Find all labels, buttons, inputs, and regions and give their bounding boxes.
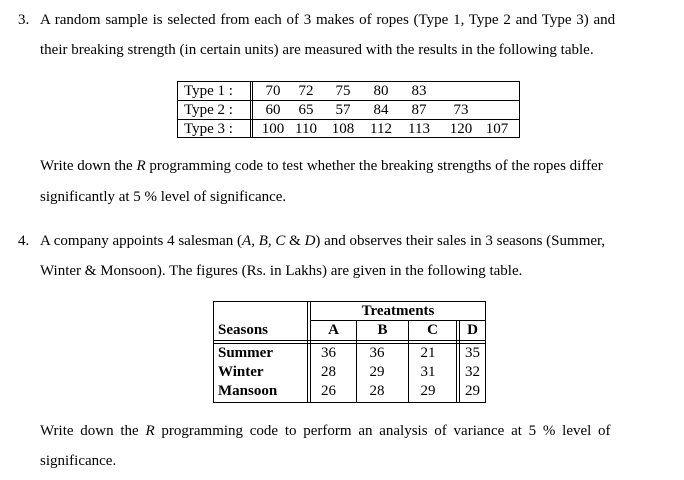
table-cell: 28 [321,364,336,380]
table-row [178,101,519,119]
r-symbol: R [145,423,155,439]
table-row [178,82,519,100]
q4-number: 4. [18,233,30,249]
table-cell: 65 [298,102,314,118]
math-text: D [304,233,316,249]
text: Write down the [40,423,146,439]
table-cell: 29 [465,383,480,399]
row-label: Type 3 : [184,121,233,137]
table-cell: 84 [373,102,389,118]
table-cell: 113 [408,121,430,137]
table-cell: 120 [449,121,473,137]
text: & [285,233,305,249]
table-cell: 70 [265,83,281,99]
row-divider [214,340,485,341]
text: A company appoints 4 salesman ( [40,233,243,249]
column-divider [307,302,308,402]
table-cell: 36 [369,345,385,361]
table-cell: 107 [485,121,509,137]
column-header: A [328,322,339,338]
column-divider [456,321,457,402]
table-cell: 32 [465,364,480,380]
q4-instruction-line2: significance. [40,453,117,469]
table-cell: 80 [373,83,389,99]
table-cell: 21 [420,345,436,361]
table-cell: 73 [453,102,469,118]
table-cell: 110 [295,121,317,137]
corner-header: Seasons [218,322,269,338]
table-cell: 35 [465,345,480,361]
q3-instruction-line2: significantly at 5 % level of significance. [40,189,287,205]
table-cell: 26 [321,383,336,399]
text: programming code to perform an analysis of variance at 5 % level of [154,423,611,439]
q3-instruction-line1 [40,158,603,175]
row-label: Type 2 : [184,102,233,118]
q3-line2: their breaking strength (in certain units) are measured with the results in the following table. [40,42,594,58]
row-label: Type 1 : [184,83,233,99]
table-cell: 75 [335,83,351,99]
table-cell: 31 [420,364,436,380]
group-header: Treatments [361,303,435,319]
table-cell: 57 [335,102,351,118]
q4-instruction-line1 [40,423,611,440]
table-cell: 72 [298,83,314,99]
r-symbol: R [136,158,146,174]
column-header: D [467,322,478,338]
column-header: B [377,322,388,338]
q3-line1: A random sample is selected from each of 3 makes of ropes (Type 1, Type 2 and Type 3) and [40,12,616,28]
table-cell: 28 [369,383,385,399]
table-cell: 36 [321,345,336,361]
column-header: C [427,322,438,338]
sales-table [213,301,486,403]
row-label: Summer [218,345,273,361]
table-cell: 87 [411,102,427,118]
text: Write down the [40,158,137,174]
row-label: Winter [218,364,264,380]
table-cell: 29 [420,383,436,399]
q3-number: 3. [18,12,30,28]
table-cell: 83 [411,83,427,99]
q4-line2: Winter & Monsoon). The figures (Rs. in Lakhs) are given in the following table. [40,263,523,279]
table-cell: 60 [265,102,281,118]
table-cell: 100 [261,121,285,137]
q4-line1 [40,233,605,250]
rope-strength-table [177,81,520,138]
text: programming code to test whether the breaking strengths of the ropes differ [145,158,603,174]
table-cell: 112 [370,121,392,137]
math-text: A, B, C [242,233,286,249]
text: ) and observes their sales in 3 seasons (Summer, [315,233,606,249]
table-cell: 108 [331,121,355,137]
table-row [178,120,519,138]
row-label: Mansoon [218,383,278,399]
table-cell: 29 [369,364,385,380]
